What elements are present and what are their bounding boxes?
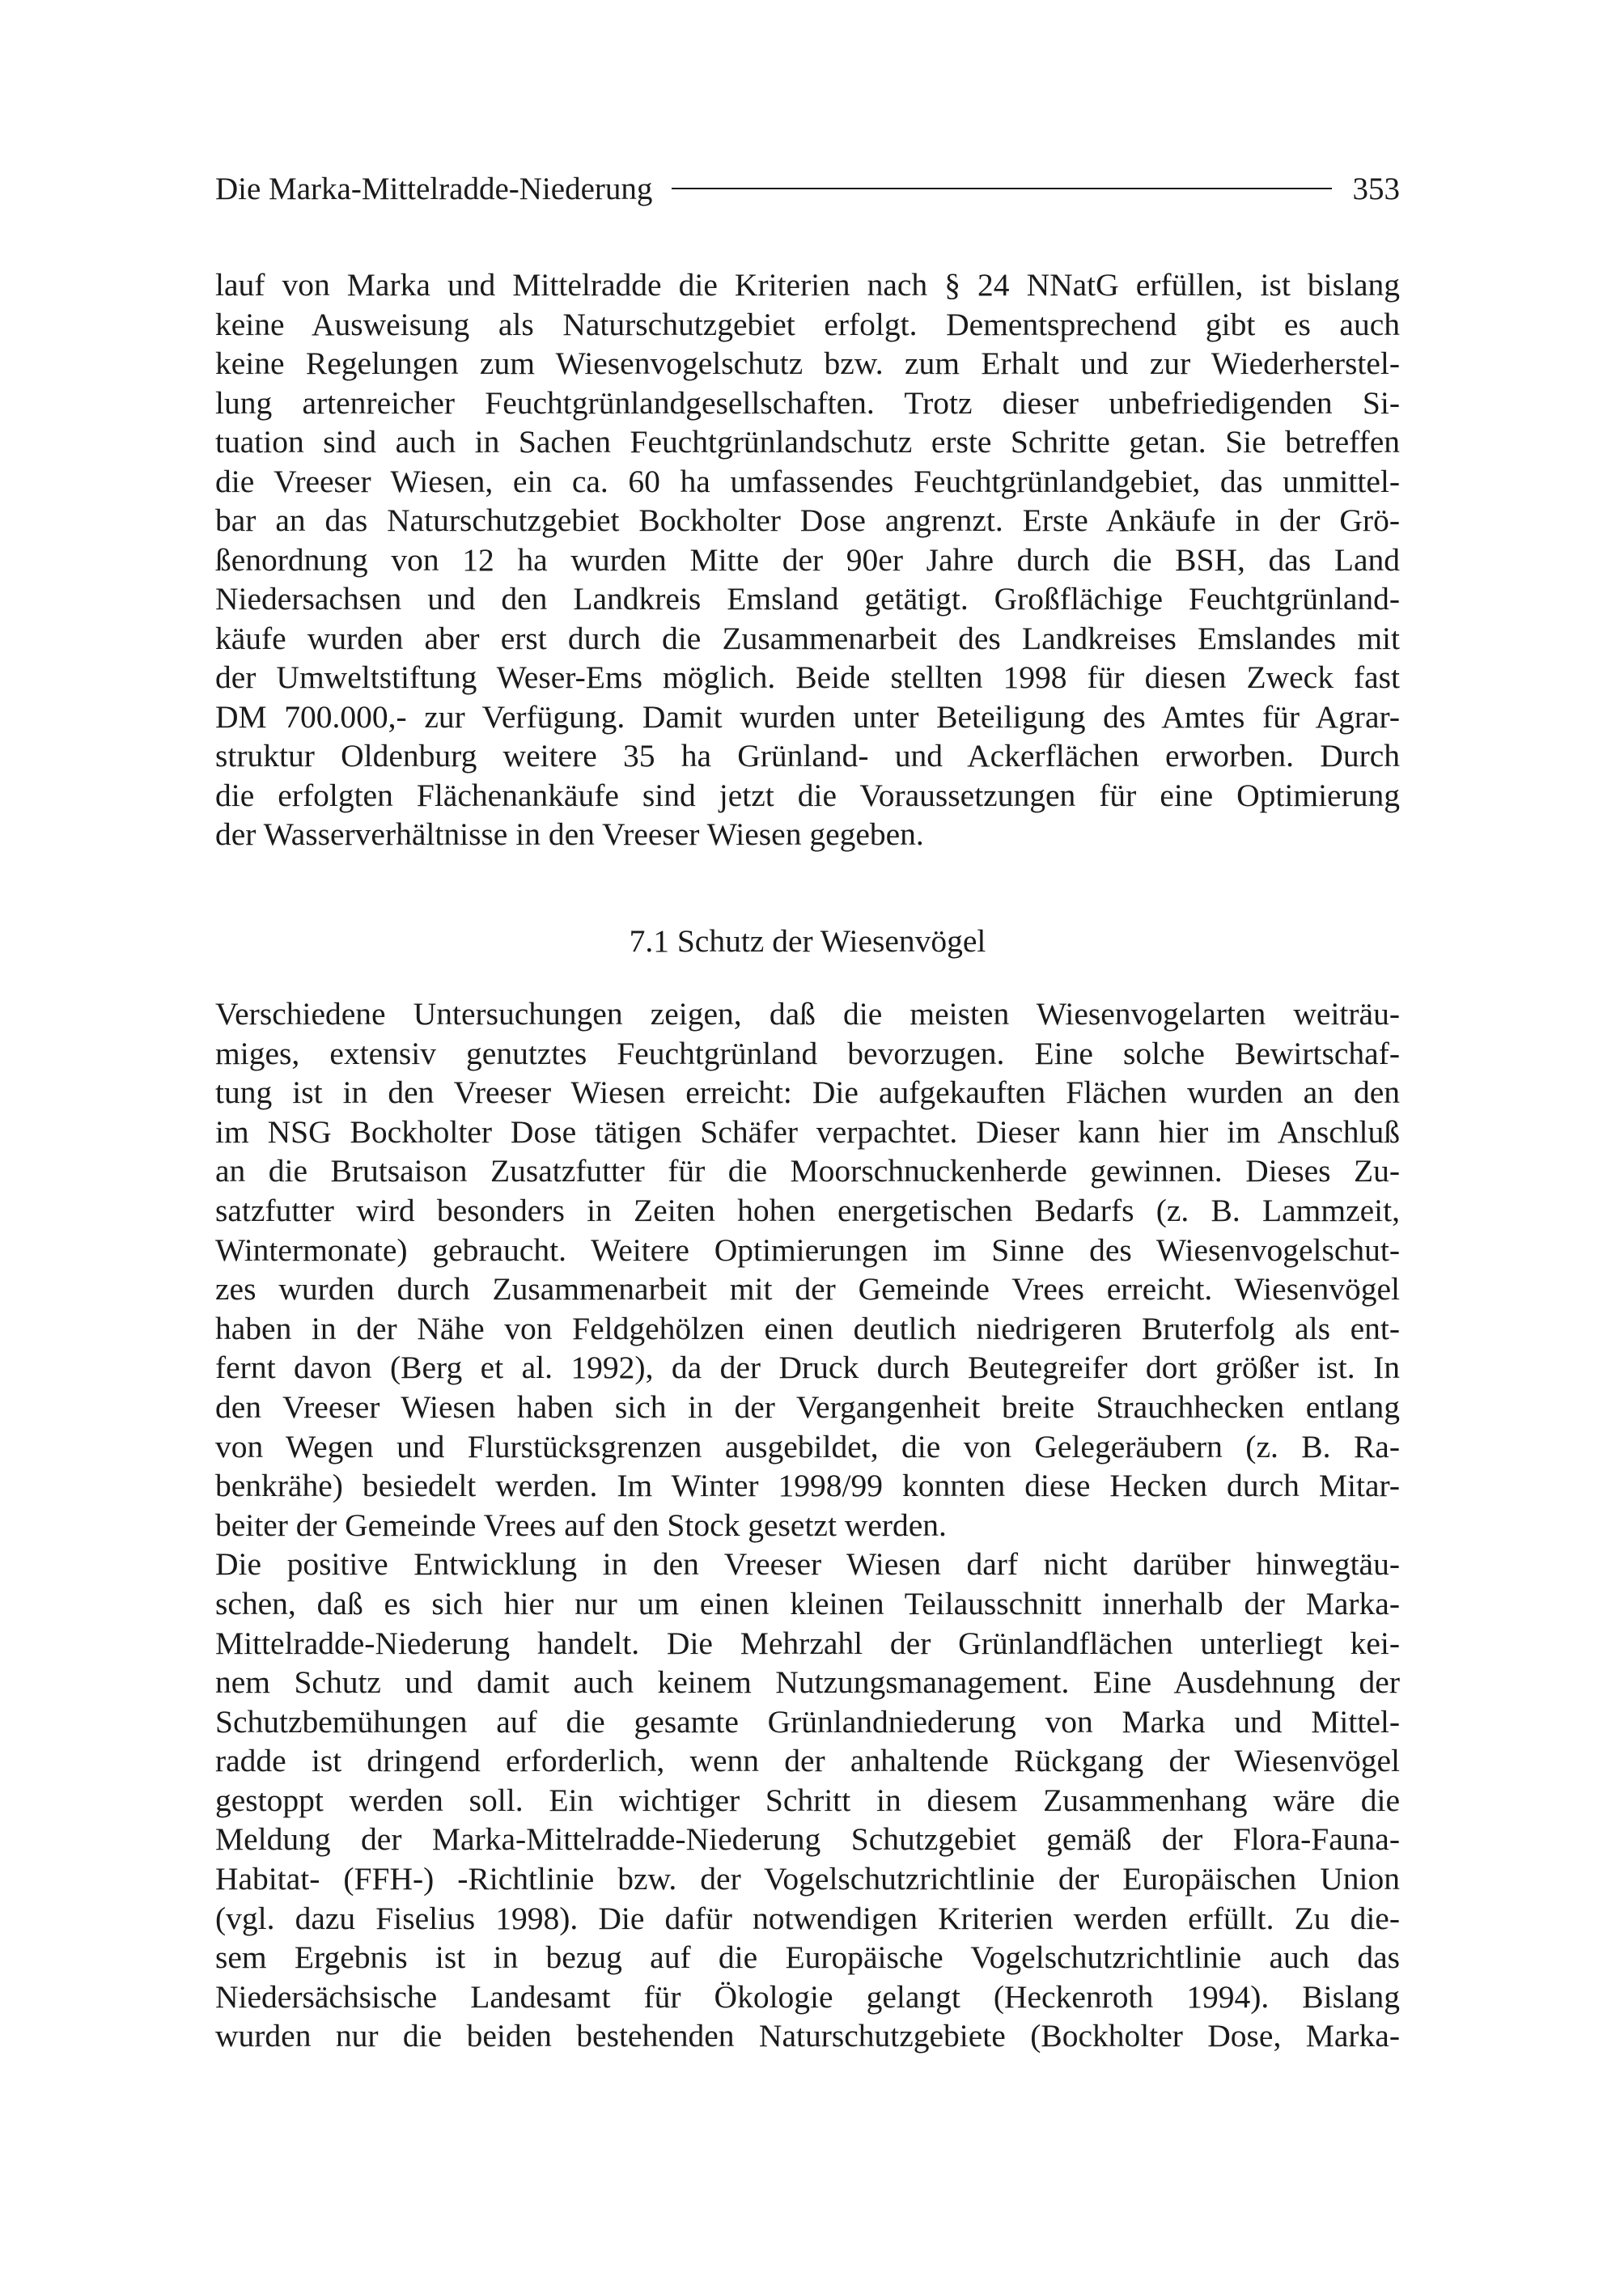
- text-line: (vgl. dazu Fiselius 1998). Die dafür notwendigen Kriterien werden erfüllt. Zu die-: [215, 1900, 1400, 1936]
- text-line: lauf von Marka und Mittelradde die Kriterien nach § 24 NNatG erfüllen, ist bislang: [215, 267, 1400, 303]
- text-line: satzfutter wird besonders in Zeiten hohen energetischen Bedarfs (z. B. Lammzeit,: [215, 1192, 1400, 1228]
- text-line: ßenordnung von 12 ha wurden Mitte der 90er Jahre durch die BSH, das Land: [215, 541, 1400, 578]
- text-line: miges, extensiv genutztes Feuchtgrünland bevorzugen. Eine solche Bewirtschaf-: [215, 1035, 1400, 1071]
- text-line: Niedersachsen und den Landkreis Emsland getätigt. Großflächige Feuchtgrünland-: [215, 581, 1400, 617]
- running-header: [215, 166, 1400, 211]
- text-line: wurden nur die beiden bestehenden Naturschutzgebiete (Bockholter Dose, Marka-: [215, 2018, 1400, 2054]
- text-line: beiter der Gemeinde Vrees auf den Stock gesetzt werden.: [215, 1507, 947, 1543]
- text-line: den Vreeser Wiesen haben sich in der Vergangenheit breite Strauchhecken entlang: [215, 1388, 1400, 1425]
- running-header-title: Die Marka-Mittelradde-Niederung: [215, 171, 653, 206]
- text-line: fernt davon (Berg et al. 1992), da der Druck durch Beutegreifer dort größer ist. In: [215, 1350, 1400, 1386]
- text-line: der Wasserverhältnisse in den Vreeser Wiesen gegeben.: [215, 816, 924, 852]
- section-body: [215, 994, 1400, 2056]
- text-line: nem Schutz und damit auch keinem Nutzungsmanagement. Eine Ausdehnung der: [215, 1664, 1400, 1701]
- section-heading: 7.1 Schutz der Wiesenvögel: [629, 923, 986, 959]
- text-line: lung artenreicher Feuchtgrünlandgesellschaften. Trotz dieser unbefriedigenden Si-: [215, 384, 1400, 421]
- text-line: benkrähe) besiedelt werden. Im Winter 1998/99 konnten diese Hecken durch Mitar-: [215, 1468, 1400, 1504]
- text-line: tung ist in den Vreeser Wiesen erreicht: Die aufgekauften Flächen wurden an den: [215, 1074, 1400, 1111]
- text-line: keine Regelungen zum Wiesenvogelschutz bzw. zum Erhalt und zur Wiederherstel-: [215, 345, 1400, 381]
- text-line: der Umweltstiftung Weser-Ems möglich. Beide stellten 1998 für diesen Zweck fast: [215, 659, 1400, 695]
- text-line: Habitat- (FFH-) -Richtlinie bzw. der Vogelschutzrichtlinie der Europäischen Union: [215, 1861, 1400, 1897]
- text-line: im NSG Bockholter Dose tätigen Schäfer verpachtet. Dieser kann hier im Anschluß: [215, 1113, 1400, 1150]
- text-line: die Vreeser Wiesen, ein ca. 60 ha umfassendes Feuchtgrünlandgebiet, das unmittel-: [215, 463, 1400, 499]
- text-line: tuation sind auch in Sachen Feuchtgrünlandschutz erste Schritte getan. Sie betreffen: [215, 424, 1400, 460]
- paragraph-continued: [215, 265, 1400, 854]
- text-line: Wintermonate) gebraucht. Weitere Optimierungen im Sinne des Wiesenvogelschut-: [215, 1231, 1400, 1268]
- text-line: Schutzbemühungen auf die gesamte Grünlandniederung von Marka und Mittel-: [215, 1703, 1400, 1740]
- text-line: Niedersächsische Landesamt für Ökologie gelangt (Heckenroth 1994). Bislang: [215, 1978, 1400, 2015]
- text-line: Die positive Entwicklung in den Vreeser Wiesen darf nicht darüber hinwegtäu-: [215, 1546, 1400, 1583]
- text-line: die erfolgten Flächenankäufe sind jetzt die Voraussetzungen für eine Optimierung: [215, 777, 1400, 813]
- text-line: gestoppt werden soll. Ein wichtiger Schritt in diesem Zusammenhang wäre die: [215, 1782, 1400, 1818]
- header-rule: [672, 188, 1331, 189]
- text-line: struktur Oldenburg weitere 35 ha Grünland- und Ackerflächen erworben. Durch: [215, 738, 1400, 774]
- text-line: DM 700.000,- zur Verfügung. Damit wurden unter Beteiligung des Amtes für Agrar-: [215, 698, 1400, 735]
- text-line: sem Ergebnis ist in bezug auf die Europäische Vogelschutzrichtlinie auch das: [215, 1939, 1400, 1976]
- page-number: 353: [1352, 171, 1400, 206]
- text-line: keine Ausweisung als Naturschutzgebiet erfolgt. Dementsprechend gibt es auch: [215, 306, 1400, 342]
- text-line: zes wurden durch Zusammenarbeit mit der Gemeinde Vrees erreicht. Wiesenvögel: [215, 1271, 1400, 1308]
- text-line: Verschiedene Untersuchungen zeigen, daß die meisten Wiesenvogelarten weiträu-: [215, 996, 1400, 1032]
- text-line: von Wegen und Flurstücksgrenzen ausgebildet, die von Gelegeräubern (z. B. Ra-: [215, 1428, 1400, 1464]
- text-line: käufe wurden aber erst durch die Zusammenarbeit des Landkreises Emslandes mit: [215, 620, 1400, 656]
- text-line: haben in der Nähe von Feldgehölzen einen deutlich niedrigeren Bruterfolg als ent-: [215, 1310, 1400, 1346]
- text-line: Meldung der Marka-Mittelradde-Niederung Schutzgebiet gemäß der Flora-Fauna-: [215, 1821, 1400, 1858]
- text-line: bar an das Naturschutzgebiet Bockholter Dose angrenzt. Erste Ankäufe in der Grö-: [215, 502, 1400, 538]
- text-line: Mittelradde-Niederung handelt. Die Mehrzahl der Grünlandflächen unterliegt kei-: [215, 1625, 1400, 1661]
- text-line: schen, daß es sich hier nur um einen kleinen Teilausschnitt innerhalb der Marka-: [215, 1585, 1400, 1621]
- text-line: radde ist dringend erforderlich, wenn der anhaltende Rückgang der Wiesenvögel: [215, 1743, 1400, 1779]
- text-line: an die Brutsaison Zusatzfutter für die Moorschnuckenherde gewinnen. Dieses Zu-: [215, 1153, 1400, 1189]
